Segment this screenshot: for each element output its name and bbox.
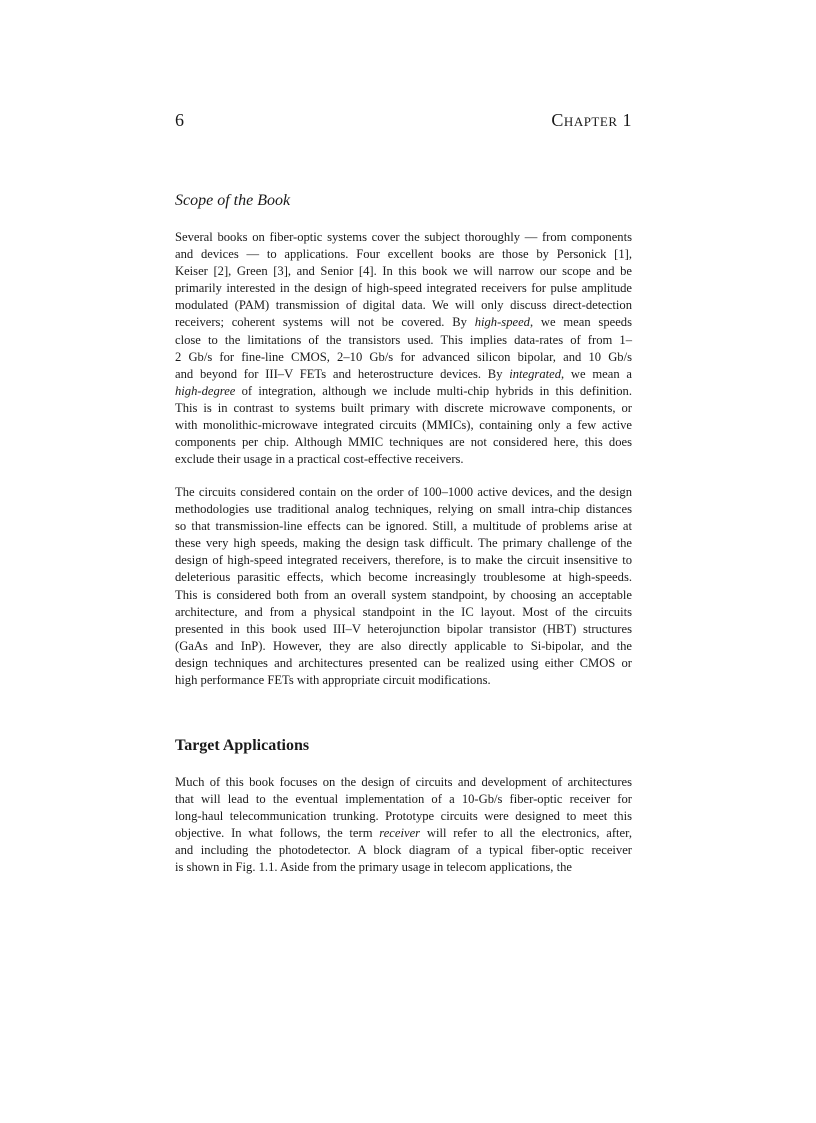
paragraph-scope-1 [175,229,632,468]
text-line: The circuits considered contain on the order of 100–1000 active devices, and the design [175,485,632,499]
text-line: and including the photodetector. A block diagram of a typical fiber-optic receiver [175,843,632,858]
text-line: with monolithic-microwave integrated circuits (MMICs), containing only a few active [175,418,632,433]
text-line: and devices — to applications. Four excellent books are those by Personick [1], [175,247,632,262]
text-line: This is in contrast to systems built primary with discrete microwave components, or [175,400,632,415]
text-line: This is considered both from an overall system standpoint, by choosing an acceptable [175,587,632,602]
chapter-heading: Chapter 1 [551,110,632,130]
text-line: primarily interested in the design of high-speed integrated receivers for pulse amplitude [175,281,632,296]
text-line: design of high-speed integrated receivers, therefore, is to make the circuit insensitive to [175,553,632,568]
text-line: these very high speeds, making the design task difficult. The primary challenge of the [175,536,632,551]
section-title-scope: Scope of the Book [175,192,291,209]
text-line: close to the limitations of the transistors used. This implies data-rates of from 1– [175,332,632,347]
text-line: that will lead to the eventual implementation of a 10-Gb/s fiber-optic receiver for [175,792,632,807]
text-line: long-haul telecommunication trunking. Prototype circuits were designed to meet this [175,809,632,824]
text-line: receivers; coherent systems will not be covered. By high-speed, we mean speeds [175,315,632,330]
paragraph-scope-2 [175,484,632,689]
text-line: Keiser [2], Green [3], and Senior [4]. In this book we will narrow our scope and be [175,264,632,279]
text-line: objective. In what follows, the term receiver will refer to all the electronics, after, [175,826,632,841]
text-line: presented in this book used III–V heterojunction bipolar transistor (HBT) structures [175,621,632,636]
text-line: so that transmission-line effects can be ignored. Still, a multitude of problems arise at [175,519,632,534]
text-line: design techniques and architectures presented can be realized using either CMOS or [175,655,632,670]
text-line: modulated (PAM) transmission of digital data. We will only discuss direct-detection [175,298,632,313]
paragraph-target-applications [175,774,632,877]
page-number: 6 [175,110,184,130]
text-line: high performance FETs with appropriate circuit modifications. [175,673,491,688]
text-line: (GaAs and InP). However, they are also directly applicable to Si-bipolar, and the [175,638,632,653]
text-line: high-degree of integration, although we include multi-chip hybrids in this definition. [175,383,632,398]
section-title-target-applications: Target Applications [175,737,310,754]
text-line: Much of this book focuses on the design of circuits and development of architectures [175,775,632,789]
text-line: Several books on fiber-optic systems cover the subject thoroughly — from components [175,230,632,244]
text-line: exclude their usage in a practical cost-effective receivers. [175,452,464,467]
text-line: 2 Gb/s for fine-line CMOS, 2–10 Gb/s for advanced silicon bipolar, and 10 Gb/s [175,349,632,364]
text-line: and beyond for III–V FETs and heterostructure devices. By integrated, we mean a [175,366,632,381]
text-line: is shown in Fig. 1.1. Aside from the primary usage in telecom applications, the [175,860,572,875]
text-line: components per chip. Although MMIC techniques are not considered here, this does [175,435,632,450]
page-header [175,110,632,134]
text-line: deleterious parasitic effects, which become increasingly troublesome at high-speeds. [175,570,632,585]
text-line: architecture, and from a physical standpoint in the IC layout. Most of the circuits [175,604,632,619]
text-line: methodologies use traditional analog techniques, relying on small intra-chip distances [175,502,632,517]
